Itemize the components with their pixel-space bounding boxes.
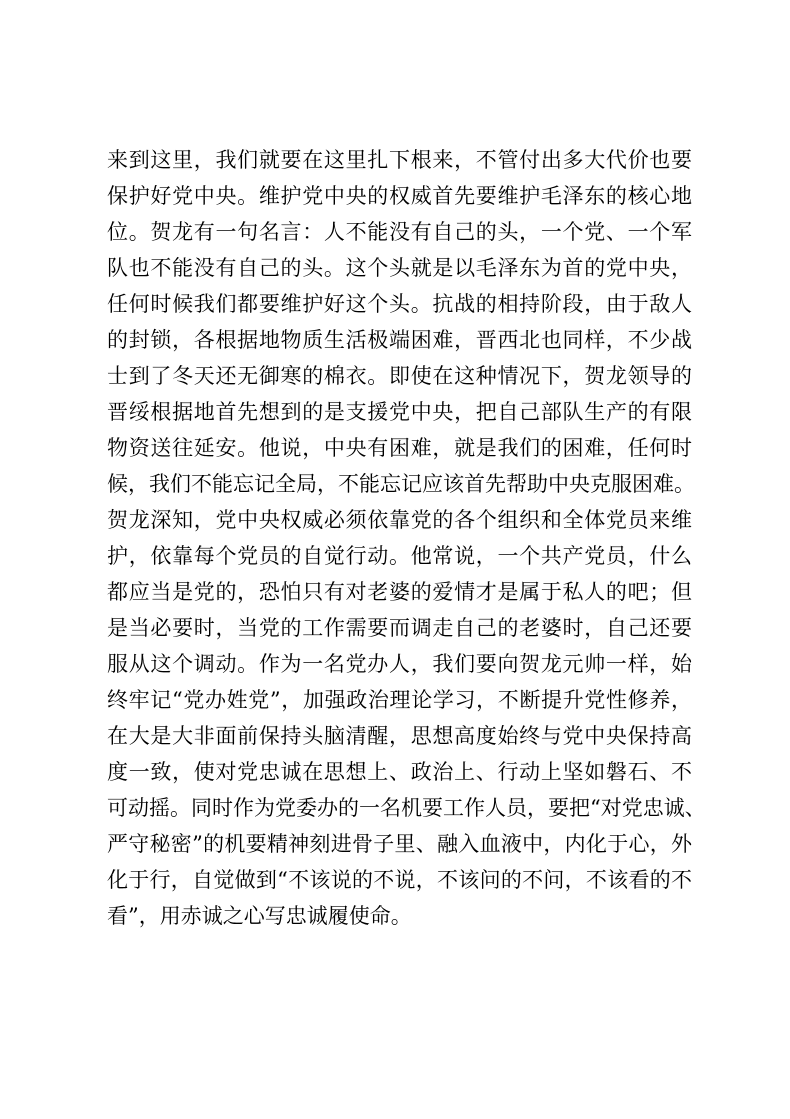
text-line-16: 终牢记“党办姓党”，加强政治理论学习，不断提升党性修养， <box>107 688 692 712</box>
text-line-3: 位。贺龙有一句名言：人不能没有自己的头，一个党、一个军 <box>107 220 692 244</box>
text-line-2: 保护好党中央。维护党中央的权威首先要维护毛泽东的核心地 <box>107 184 692 208</box>
text-line-11: 贺龙深知，党中央权威必须依靠党的各个组织和全体党员来维 <box>107 508 692 532</box>
text-line-8: 晋绥根据地首先想到的是支援党中央，把自己部队生产的有限 <box>107 400 692 424</box>
text-line-4: 队也不能没有自己的头。这个头就是以毛泽东为首的党中央， <box>107 256 692 280</box>
text-line-9: 物资送往延安。他说，中央有困难，就是我们的困难，任何时 <box>107 436 692 460</box>
text-line-5: 任何时候我们都要维护好这个头。抗战的相持阶段，由于敌人 <box>107 292 692 316</box>
text-line-7: 士到了冬天还无御寒的棉衣。即使在这种情况下，贺龙领导的 <box>107 364 692 388</box>
text-line-12: 护，依靠每个党员的自觉行动。他常说，一个共产党员，什么 <box>107 544 692 568</box>
text-line-1: 来到这里，我们就要在这里扎下根来，不管付出多大代价也要 <box>107 148 692 172</box>
text-line-14: 是当必要时，当党的工作需要而调走自己的老婆时，自己还要 <box>107 616 692 640</box>
text-line-22: 看”，用赤诚之心写忠诚履使命。 <box>107 904 412 928</box>
text-line-18: 度一致，使对党忠诚在思想上、政治上、行动上坚如磐石、不 <box>107 760 692 784</box>
text-line-15: 服从这个调动。作为一名党办人，我们要向贺龙元帅一样，始 <box>107 652 692 676</box>
text-line-20: 严守秘密”的机要精神刻进骨子里、融入血液中，内化于心，外 <box>107 832 692 856</box>
text-line-19: 可动摇。同时作为党委办的一名机要工作人员，要把“对党忠诚、 <box>107 796 706 820</box>
text-line-21: 化于行，自觉做到“不该说的不说，不该问的不问，不该看的不 <box>107 868 692 892</box>
text-line-13: 都应当是党的，恐怕只有对老婆的爱情才是属于私人的吧；但 <box>107 580 692 604</box>
text-line-17: 在大是大非面前保持头脑清醒，思想高度始终与党中央保持高 <box>107 724 692 748</box>
body-paragraph <box>107 142 706 934</box>
text-line-6: 的封锁，各根据地物质生活极端困难，晋西北也同样，不少战 <box>107 328 692 352</box>
text-line-10: 候，我们不能忘记全局，不能忘记应该首先帮助中央克服困难。 <box>107 472 695 496</box>
